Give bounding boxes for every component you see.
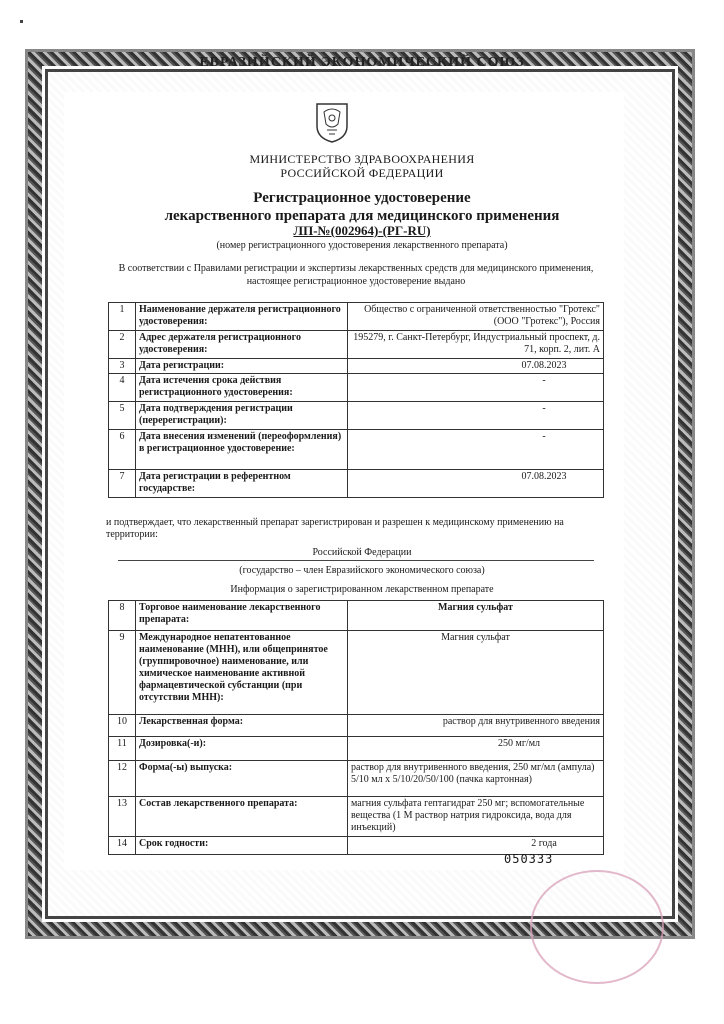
row-number: 7	[109, 470, 136, 498]
row-value: 195279, г. Санкт-Петербург, Индустриальный проспект, д. 71, корп. 2, лит. А	[348, 331, 604, 359]
document-title: Регистрационное удостоверение	[253, 190, 471, 206]
row-label: Дата подтверждения регистрации (перерегистрации):	[136, 402, 348, 430]
seal-stamp	[530, 870, 664, 984]
table-row	[109, 737, 604, 761]
row-number: 3	[109, 359, 136, 374]
ministry-line-1: МИНИСТЕРСТВО ЗДРАВООХРАНЕНИЯ	[249, 152, 475, 166]
product-table	[108, 600, 604, 855]
row-value: раствор для внутривенного введения	[348, 715, 604, 737]
serial-number: 050333	[504, 852, 554, 866]
product-info-title: Информация о зарегистрированном лекарственном препарате	[230, 584, 494, 595]
registration-number-note: (номер регистрационного удостоверения лекарственного препарата)	[216, 240, 508, 251]
table-row	[109, 359, 604, 374]
row-number: 10	[109, 715, 136, 737]
table-row	[109, 715, 604, 737]
table-row	[109, 761, 604, 797]
country-name: Российской Федерации	[312, 547, 412, 558]
registration-number: ЛП-№(002964)-(РГ-RU)	[293, 223, 431, 238]
document-subtitle: лекарственного препарата для медицинского применения	[164, 208, 560, 224]
table-row	[109, 797, 604, 837]
row-label: Международное непатентованное наименование (МНН), или общепринятое (группировочное) наименование, или химическое наименование активной фармацевтической субстанции (при отсутствии МНН):	[136, 631, 348, 715]
row-value: 07.08.2023	[348, 359, 604, 374]
table-row	[109, 601, 604, 631]
row-value: 2 года	[348, 837, 604, 855]
scan-mark	[20, 20, 23, 23]
table-row	[109, 402, 604, 430]
row-value: магния сульфата гептагидрат 250 мг; вспомогательные вещества (1 М раствор натрия гидроксида, вода для инъекций)	[348, 797, 604, 837]
row-number: 5	[109, 402, 136, 430]
union-header: ЕВРАЗИЙСКИЙ ЭКОНОМИЧЕСКИЙ СОЮЗ	[199, 55, 525, 70]
country-underline	[118, 560, 594, 561]
row-label: Срок годности:	[136, 837, 348, 855]
row-label: Дозировка(-и):	[136, 737, 348, 761]
row-number: 4	[109, 374, 136, 402]
table-row	[109, 303, 604, 331]
table-row	[109, 470, 604, 498]
row-label: Форма(-ы) выпуска:	[136, 761, 348, 797]
row-number: 1	[109, 303, 136, 331]
table-row	[109, 374, 604, 402]
row-number: 6	[109, 430, 136, 470]
row-label: Наименование держателя регистрационного удостоверения:	[136, 303, 348, 331]
row-label: Состав лекарственного препарата:	[136, 797, 348, 837]
row-number: 12	[109, 761, 136, 797]
row-number: 13	[109, 797, 136, 837]
table-row	[109, 631, 604, 715]
row-number: 14	[109, 837, 136, 855]
row-value: 250 мг/мл	[348, 737, 604, 761]
row-label: Дата регистрации в референтном государстве:	[136, 470, 348, 498]
confirmation-text: и подтверждает, что лекарственный препарат зарегистрирован и разрешен к медицинскому применению на территории:	[106, 517, 564, 540]
country-note: (государство – член Евразийского экономического союза)	[239, 565, 485, 576]
table-row	[109, 331, 604, 359]
row-value: Общество с ограниченной ответственностью "Гротекс" (ООО "Гротекс"), Россия	[348, 303, 604, 331]
row-label: Торговое наименование лекарственного препарата:	[136, 601, 348, 631]
row-value: Магния сульфат	[348, 601, 604, 631]
intro-text: В соответствии с Правилами регистрации и экспертизы лекарственных средств для медицинского применения, настоящее регистрационное удостоверение выдано	[118, 263, 594, 287]
row-number: 8	[109, 601, 136, 631]
row-label: Лекарственная форма:	[136, 715, 348, 737]
row-label: Дата регистрации:	[136, 359, 348, 374]
row-value: 07.08.2023	[348, 470, 604, 498]
row-label: Дата истечения срока действия регистрационного удостоверения:	[136, 374, 348, 402]
row-number: 9	[109, 631, 136, 715]
row-value: -	[348, 430, 604, 470]
row-value: -	[348, 402, 604, 430]
row-number: 11	[109, 737, 136, 761]
registration-table	[108, 302, 604, 498]
row-label: Дата внесения изменений (переоформления) в регистрационное удостоверение:	[136, 430, 348, 470]
row-number: 2	[109, 331, 136, 359]
row-value: раствор для внутривенного введения, 250 мг/мл (ампула) 5/10 мл x 5/10/20/50/100 (пачка картонная)	[348, 761, 604, 797]
row-value: -	[348, 374, 604, 402]
row-label: Адрес держателя регистрационного удостоверения:	[136, 331, 348, 359]
ministry-line-2: РОССИЙСКОЙ ФЕДЕРАЦИИ	[280, 166, 444, 180]
table-row	[109, 430, 604, 470]
row-value: Магния сульфат	[348, 631, 604, 715]
coat-of-arms-icon	[313, 100, 351, 144]
